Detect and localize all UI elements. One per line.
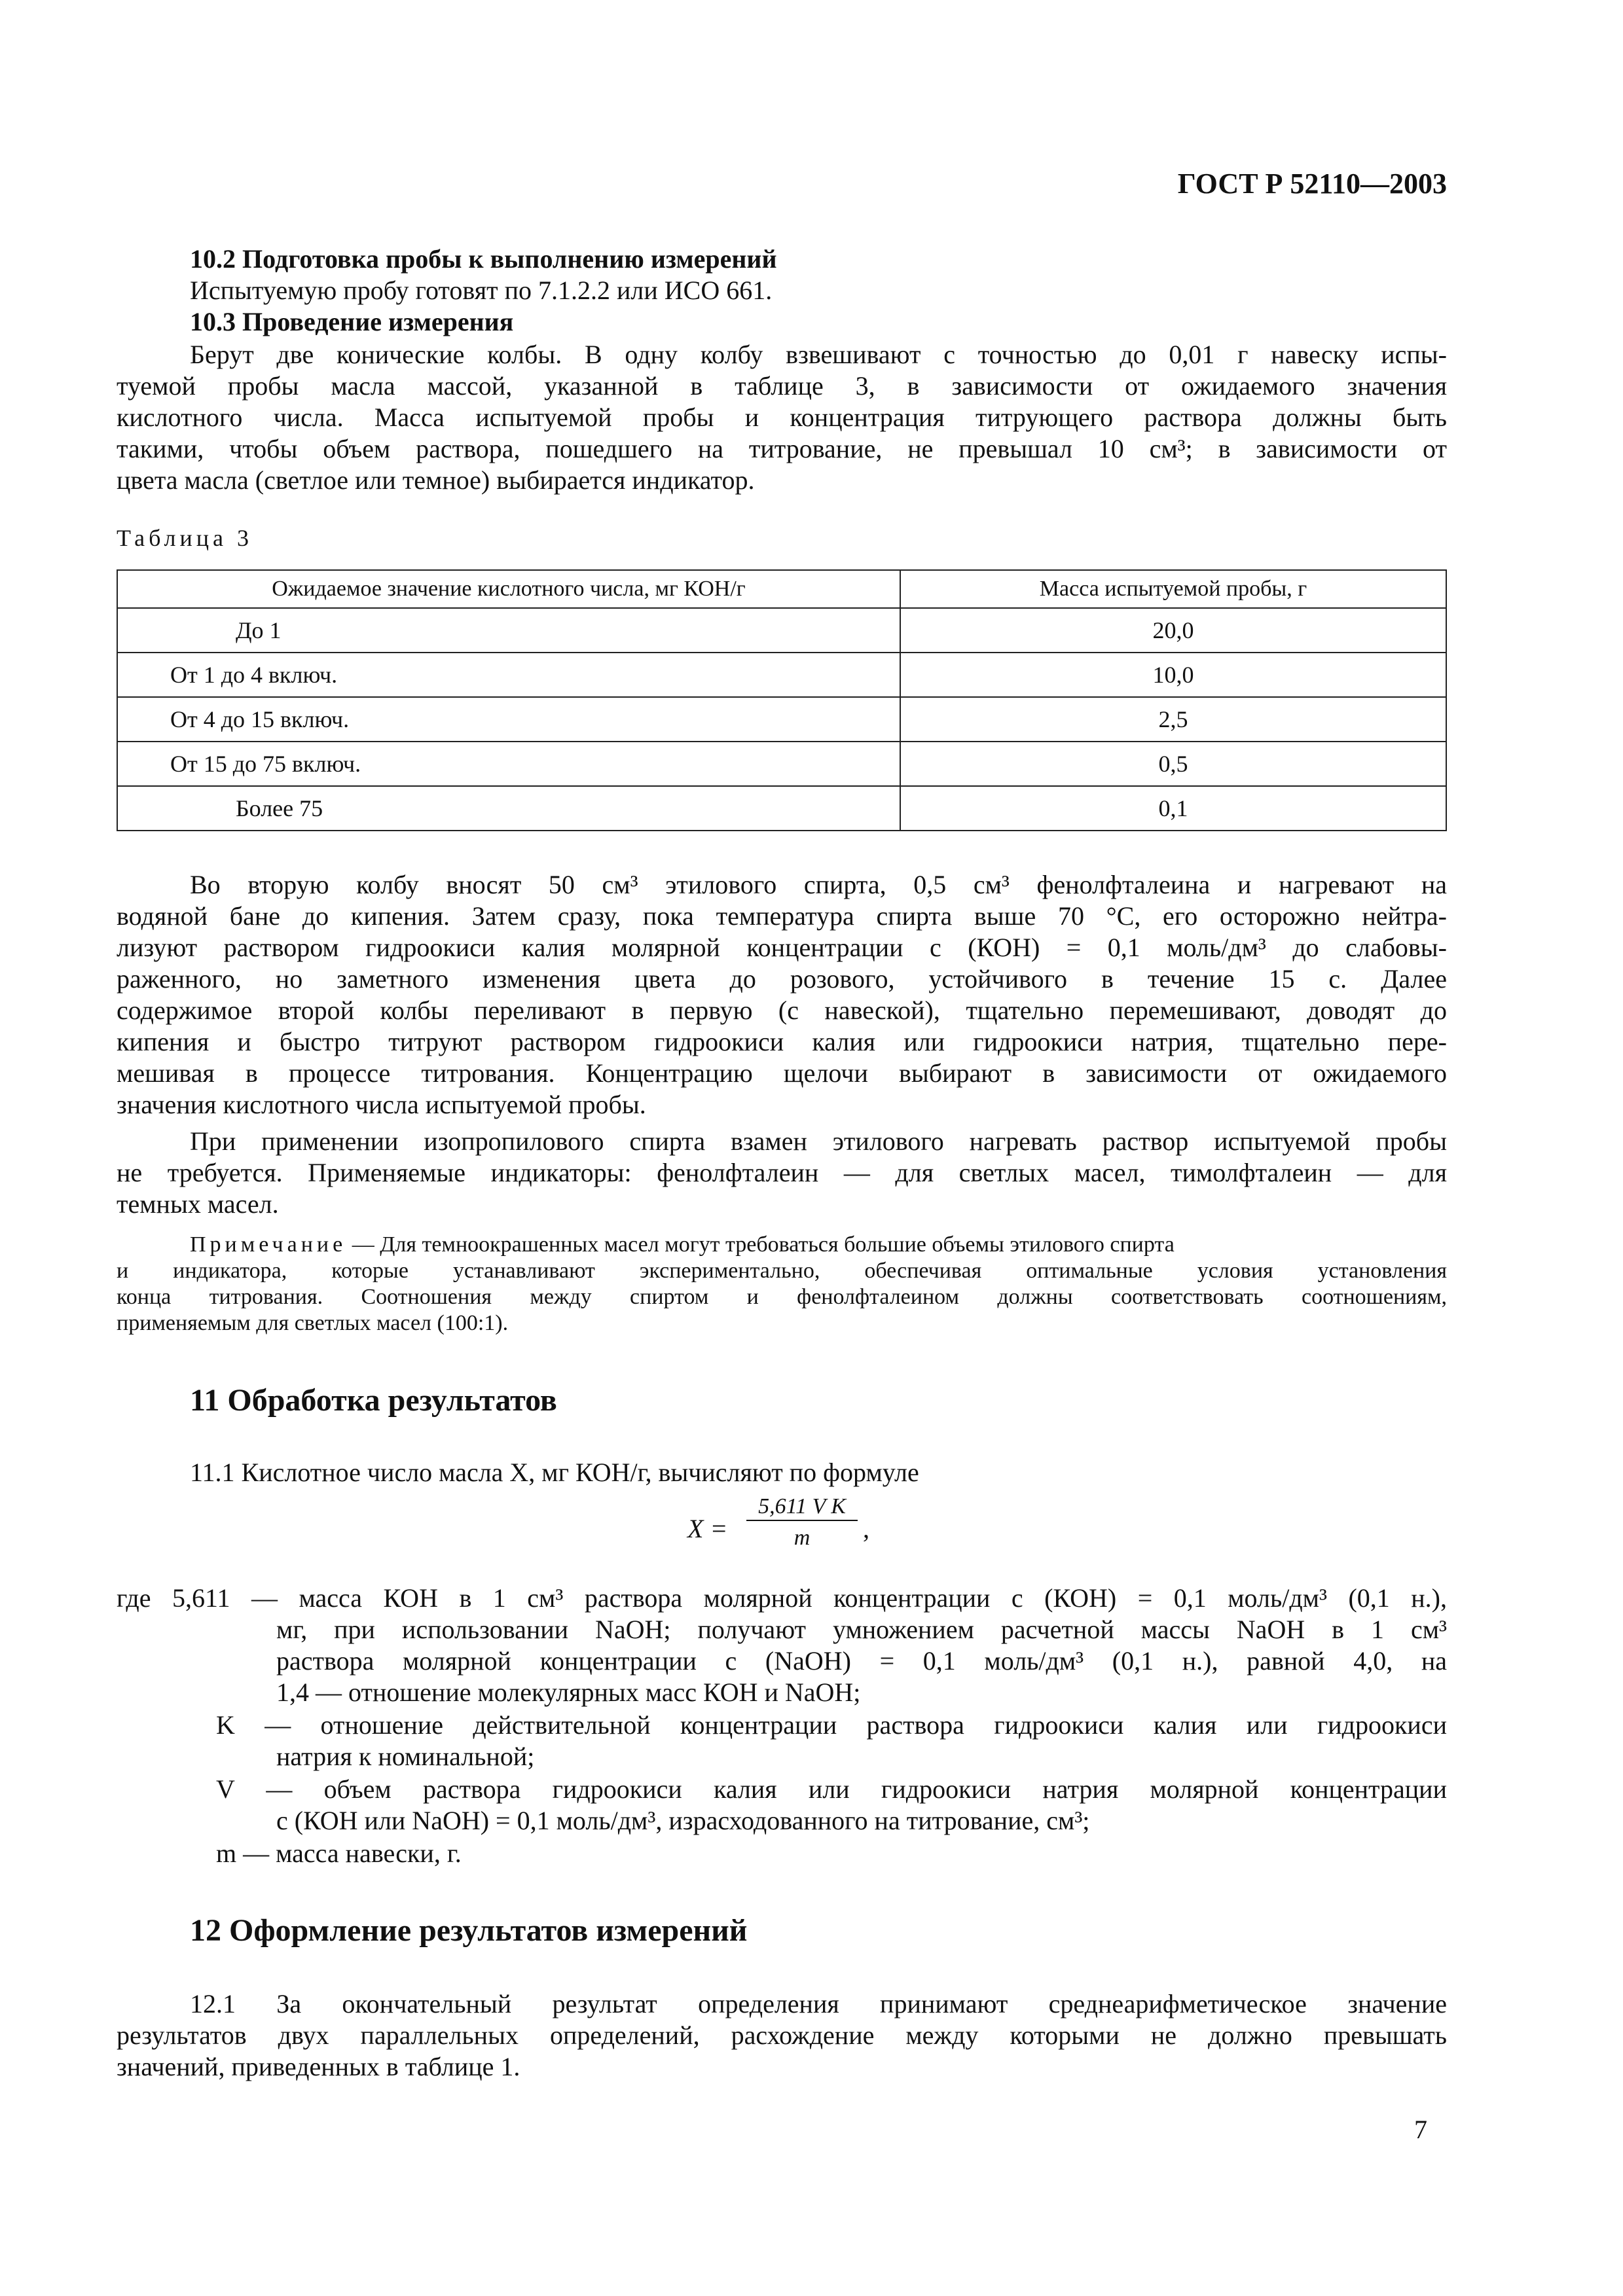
table-header-cell: Масса испытуемой пробы, г (900, 570, 1446, 608)
table-row (117, 786, 1446, 831)
table-header-cell: Ожидаемое значение кислотного числа, мг КОН/г (117, 570, 900, 608)
section-12-line: результатов двух параллельных определений, расхождение между которыми не должно превышать (117, 2020, 1447, 2050)
table-caption: Таблица 3 (117, 525, 253, 551)
section-10-3-title: 10.3 Проведение измерения (190, 307, 514, 336)
note-line: применяемым для светлых масел (100:1). (117, 1311, 509, 1335)
table-cell: 0,5 (900, 742, 1446, 786)
paragraph-line: значения кислотного числа испытуемой пробы. (117, 1090, 646, 1119)
formula-lhs: X = (687, 1514, 728, 1543)
definition-line: 1,4 — отношение молекулярных масс КОН и NaOH; (276, 1677, 861, 1707)
section-10-3-line: кислотного числа. Масса испытуемой пробы и концентрация титрующего раствора должны быть (117, 403, 1447, 432)
section-12-line: значений, приведенных в таблице 1. (117, 2052, 520, 2081)
table-cell: 10,0 (900, 653, 1446, 697)
formula-tail: , (863, 1514, 869, 1543)
note-label: Примечание (190, 1232, 347, 1257)
definition-line: мг, при использовании NaOH; получают умножением расчетной массы NaOH в 1 см³ (276, 1615, 1447, 1644)
definition-line: натрия к номинальной; (276, 1742, 535, 1771)
section-11-1-intro: 11.1 Кислотное число масла X, мг КОН/г, вычисляют по формуле (190, 1458, 919, 1487)
table-cell: От 15 до 75 включ. (117, 742, 900, 786)
definition-line: V — объем раствора гидроокиси калия или гидроокиси натрия молярной концентрации (216, 1774, 1447, 1804)
formula-denominator: m (793, 1526, 811, 1550)
table-cell: От 1 до 4 включ. (117, 653, 900, 697)
table-row (117, 697, 1446, 742)
note-line: — Для темноокрашенных масел могут требоваться большие объемы этилового спирта (352, 1232, 1175, 1257)
note-first-line (190, 1232, 1447, 1258)
paragraph-line: содержимое второй колбы переливают в первую (с навеской), тщательно перемешивают, доводят до (117, 996, 1447, 1025)
paragraph-line: не требуется. Применяемые индикаторы: фенолфталеин — для светлых масел, тимолфталеин — для (117, 1158, 1447, 1187)
table-header-row (117, 570, 1446, 608)
definition-line: раствора молярной концентрации с (NaOH) = 0,1 моль/дм³ (0,1 н.), равной 4,0, на (276, 1646, 1447, 1676)
section-10-3-line: туемой пробы масла массой, указанной в таблице 3, в зависимости от ожидаемого значения (117, 371, 1447, 401)
table-cell: До 1 (117, 608, 900, 653)
section-10-3-line: цвета масла (светлое или темное) выбирается индикатор. (117, 465, 755, 495)
definition-line: где 5,611 — масса КОН в 1 см³ раствора молярной концентрации с (КОН) = 0,1 моль/дм³ (0,1 н.), (117, 1583, 1447, 1613)
page-number: 7 (1414, 2115, 1427, 2144)
section-12-line: 12.1 За окончательный результат определения принимают среднеарифметическое значение (190, 1989, 1447, 2018)
paragraph-line: лизуют раствором гидроокиси калия молярной концентрации с (КОН) = 0,1 моль/дм³ до слабовы- (117, 933, 1447, 962)
section-10-3-line: такими, чтобы объем раствора, пошедшего на титрование, не превышал 10 см³; в зависимости от (117, 434, 1447, 463)
paragraph-line: кипения и быстро титруют раствором гидроокиси калия или гидроокиси натрия, тщательно пере- (117, 1027, 1447, 1056)
table-row (117, 608, 1446, 653)
section-10-2-text: Испытуемую пробу готовят по 7.1.2.2 или ИСО 661. (190, 276, 773, 305)
paragraph-line: Во вторую колбу вносят 50 см³ этилового спирта, 0,5 см³ фенолфталеина и нагревают на (190, 870, 1447, 899)
table-cell: Более 75 (117, 786, 900, 831)
table-cell: 0,1 (900, 786, 1446, 831)
section-12-heading: 12 Оформление результатов измерений (190, 1913, 748, 1948)
table-cell: 2,5 (900, 697, 1446, 742)
note-line: и индикатора, которые устанавливают экспериментально, обеспечивая оптимальные условия установления (117, 1259, 1447, 1283)
document-header: ГОСТ Р 52110—2003 (1177, 168, 1447, 200)
paragraph-line: водяной бане до кипения. Затем сразу, пока температура спирта выше 70 °С, его осторожно нейтра- (117, 901, 1447, 931)
section-10-3-line: Берут две конические колбы. В одну колбу взвешивают с точностью до 0,01 г навеску испы- (190, 340, 1447, 369)
paragraph-line: мешивая в процессе титрования. Концентрацию щелочи выбирают в зависимости от ожидаемого (117, 1058, 1447, 1088)
definition-line: с (КОН или NaOH) = 0,1 моль/дм³, израсходованного на титрование, см³; (276, 1806, 1090, 1835)
paragraph-line: При применении изопропилового спирта взамен этилового нагревать раствор испытуемой пробы (190, 1126, 1447, 1156)
definition-line: K — отношение действительной концентрации раствора гидроокиси калия или гидроокиси (216, 1710, 1447, 1740)
table-cell: 20,0 (900, 608, 1446, 653)
paragraph-line: раженного, но заметного изменения цвета до розового, устойчивого в течение 15 с. Далее (117, 964, 1447, 994)
table-cell: От 4 до 15 включ. (117, 697, 900, 742)
definition-line: m — масса навески, г. (216, 1839, 462, 1868)
table-row (117, 653, 1446, 697)
table-3 (117, 569, 1447, 831)
note-line: конца титрования. Соотношения между спиртом и фенолфталеином должны соответствовать соотношениям, (117, 1285, 1447, 1309)
paragraph-line: темных масел. (117, 1189, 279, 1219)
section-10-2-title: 10.2 Подготовка пробы к выполнению измерений (190, 244, 777, 274)
table-row (117, 742, 1446, 786)
formula-numerator: 5,611 V K (746, 1494, 858, 1521)
section-11-heading: 11 Обработка результатов (190, 1383, 557, 1418)
